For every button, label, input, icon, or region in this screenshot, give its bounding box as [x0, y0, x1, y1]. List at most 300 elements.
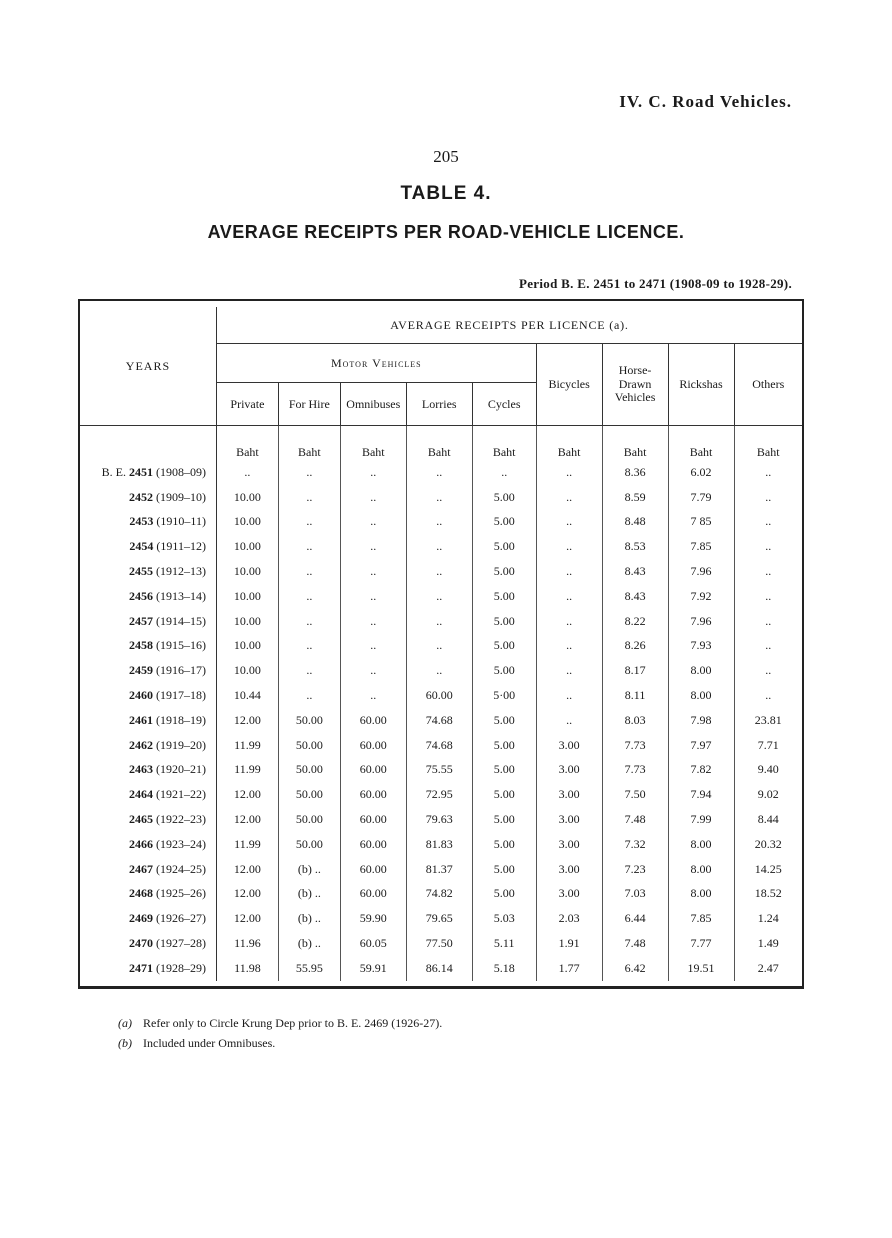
- value-cell: 5.00: [472, 485, 536, 510]
- year-cell: [80, 956, 216, 981]
- value-cell: ..: [340, 510, 406, 535]
- header-for-hire: For Hire: [278, 383, 340, 426]
- value-cell: 8.03: [602, 708, 668, 733]
- year-cell: [80, 460, 216, 485]
- table-row: [80, 782, 802, 807]
- value-cell: 5.00: [472, 634, 536, 659]
- year-ad: (1928–29): [155, 960, 206, 975]
- value-cell: 72.95: [406, 782, 472, 807]
- year-cell: [80, 634, 216, 659]
- value-cell: ..: [536, 658, 602, 683]
- table-row: [80, 758, 802, 783]
- value-cell: 3.00: [536, 807, 602, 832]
- year-ad: (1911–12): [156, 539, 206, 554]
- value-cell: 5.00: [472, 708, 536, 733]
- value-cell: ..: [765, 613, 772, 628]
- value-cell: 7.85: [668, 906, 734, 931]
- value-cell: 8.43: [602, 584, 668, 609]
- year-ad: (1914–15): [155, 613, 206, 628]
- value-cell: ..: [765, 688, 772, 703]
- value-cell: 8.00: [668, 683, 734, 708]
- value-cell: 12.00: [216, 882, 278, 907]
- value-cell: ..: [536, 584, 602, 609]
- value-cell: 12.00: [216, 906, 278, 931]
- value-cell: 8.53: [602, 534, 668, 559]
- value-cell: ..: [340, 485, 406, 510]
- year-ad: (1909–10): [155, 489, 206, 504]
- header-horse-line-1: Horse-: [618, 362, 652, 377]
- value-cell: ..: [765, 663, 772, 678]
- value-cell: 12.00: [216, 857, 278, 882]
- footnote-b: [118, 1033, 442, 1053]
- unit-cell: Baht: [472, 426, 536, 461]
- value-cell: ..: [278, 460, 340, 485]
- table-row: [80, 683, 802, 708]
- value-cell: 7.23: [602, 857, 668, 882]
- footnote-mark: (a): [118, 1016, 132, 1030]
- value-cell: 7.98: [668, 708, 734, 733]
- value-cell: 10.00: [216, 485, 278, 510]
- value-cell: 50.00: [278, 832, 340, 857]
- value-cell: (b) ..: [278, 882, 340, 907]
- year-ad: (1924–25): [155, 861, 206, 876]
- value-cell: (b) ..: [278, 931, 340, 956]
- table-body: [80, 426, 802, 981]
- year-be: 2471: [128, 960, 153, 975]
- year-cell: [80, 782, 216, 807]
- footnote-text: Refer only to Circle Krung Dep prior to B. E. 2469 (1926-27).: [143, 1016, 443, 1030]
- value-cell: 60.00: [340, 832, 406, 857]
- receipts-table: [80, 307, 802, 981]
- value-cell: 2.03: [536, 906, 602, 931]
- value-cell: 7.48: [602, 931, 668, 956]
- value-cell: ..: [340, 460, 406, 485]
- value-cell: 81.37: [406, 857, 472, 882]
- value-cell: ..: [536, 460, 602, 485]
- value-cell: ..: [765, 539, 772, 554]
- value-cell: ..: [406, 485, 472, 510]
- value-cell: 60.00: [340, 708, 406, 733]
- value-cell: ..: [340, 559, 406, 584]
- value-cell: 7.73: [602, 733, 668, 758]
- value-cell: ..: [765, 564, 772, 579]
- year-cell: [80, 882, 216, 907]
- value-cell: 23.81: [754, 712, 782, 727]
- value-cell: 7.94: [668, 782, 734, 807]
- value-cell: 60.00: [340, 782, 406, 807]
- header-motor-vehicles: Motor Vehicles: [216, 344, 536, 383]
- value-cell: 55.95: [278, 956, 340, 981]
- year-be: 2468: [128, 886, 153, 901]
- value-cell: 7.96: [668, 609, 734, 634]
- value-cell: ..: [536, 485, 602, 510]
- value-cell: ..: [536, 559, 602, 584]
- units-row-blank: [80, 426, 216, 461]
- value-cell: 7.48: [602, 807, 668, 832]
- value-cell: 6.02: [668, 460, 734, 485]
- value-cell: ..: [406, 460, 472, 485]
- value-cell: 7 85: [668, 510, 734, 535]
- value-cell: 8.48: [602, 510, 668, 535]
- value-cell: 7.99: [668, 807, 734, 832]
- footnote-text: Included under Omnibuses.: [143, 1036, 276, 1050]
- value-cell: 8.17: [602, 658, 668, 683]
- year-cell: [80, 534, 216, 559]
- table-row: [80, 460, 802, 485]
- value-cell: 11.96: [216, 931, 278, 956]
- value-cell: 11.99: [216, 733, 278, 758]
- value-cell: ..: [406, 559, 472, 584]
- value-cell: 8.26: [602, 634, 668, 659]
- value-cell: 9.02: [757, 787, 779, 802]
- value-cell: ..: [340, 658, 406, 683]
- value-cell: 60.00: [340, 882, 406, 907]
- header-cycles: Cycles: [472, 383, 536, 426]
- year-ad: (1920–21): [155, 762, 206, 777]
- year-cell: [80, 807, 216, 832]
- year-be: 2451: [128, 464, 153, 479]
- value-cell: 3.00: [536, 832, 602, 857]
- value-cell: ..: [765, 514, 772, 529]
- value-cell: 50.00: [278, 708, 340, 733]
- year-prefix: B. E.: [101, 464, 129, 479]
- year-ad: (1919–20): [155, 737, 206, 752]
- value-cell: (b) ..: [278, 857, 340, 882]
- table-row: [80, 906, 802, 931]
- value-cell: 11.98: [216, 956, 278, 981]
- value-cell: ..: [406, 584, 472, 609]
- year-be: 2458: [128, 638, 153, 653]
- value-cell: 60.00: [340, 733, 406, 758]
- value-cell: ..: [536, 708, 602, 733]
- value-cell: ..: [278, 485, 340, 510]
- value-cell: 5.11: [472, 931, 536, 956]
- year-ad: (1926–27): [155, 911, 206, 926]
- value-cell: ..: [340, 683, 406, 708]
- value-cell: ..: [536, 683, 602, 708]
- value-cell: ..: [765, 464, 772, 479]
- value-cell: 5.00: [472, 857, 536, 882]
- header-horse-line-2: Drawn: [618, 376, 652, 391]
- year-ad: (1912–13): [155, 564, 206, 579]
- year-ad: (1927–28): [155, 936, 206, 951]
- value-cell: ..: [340, 609, 406, 634]
- value-cell: ..: [216, 460, 278, 485]
- table-row: [80, 584, 802, 609]
- year-ad: (1908–09): [155, 464, 206, 479]
- table-row: [80, 609, 802, 634]
- year-be: 2462: [128, 737, 153, 752]
- value-cell: 50.00: [278, 758, 340, 783]
- year-cell: [80, 683, 216, 708]
- year-be: 2456: [128, 588, 153, 603]
- value-cell: 8.00: [668, 882, 734, 907]
- value-cell: ..: [278, 510, 340, 535]
- value-cell: ..: [536, 510, 602, 535]
- value-cell: ..: [278, 559, 340, 584]
- header-omnibuses: Omnibuses: [340, 383, 406, 426]
- table-row: [80, 931, 802, 956]
- value-cell: ..: [406, 510, 472, 535]
- value-cell: 11.99: [216, 832, 278, 857]
- value-cell: 10.00: [216, 510, 278, 535]
- value-cell: 8.11: [602, 683, 668, 708]
- header-lorries: Lorries: [406, 383, 472, 426]
- year-be: 2467: [128, 861, 153, 876]
- value-cell: 8.59: [602, 485, 668, 510]
- value-cell: 18.52: [754, 886, 782, 901]
- value-cell: 5.00: [472, 758, 536, 783]
- value-cell: 7.73: [602, 758, 668, 783]
- section-header: IV. C. Road Vehicles.: [619, 92, 792, 111]
- value-cell: 1.77: [536, 956, 602, 981]
- period-label: Period B. E. 2451 to 2471 (1908-09 to 1928-29).: [519, 276, 792, 291]
- value-cell: ..: [278, 658, 340, 683]
- year-cell: [80, 609, 216, 634]
- value-cell: 3.00: [536, 882, 602, 907]
- year-ad: (1921–22): [155, 787, 206, 802]
- value-cell: 7.97: [668, 733, 734, 758]
- unit-cell: Baht: [340, 426, 406, 461]
- year-cell: [80, 758, 216, 783]
- value-cell: 60.00: [340, 857, 406, 882]
- value-cell: 12.00: [216, 807, 278, 832]
- value-cell: 74.68: [406, 708, 472, 733]
- value-cell: 3.00: [536, 733, 602, 758]
- value-cell: 11.99: [216, 758, 278, 783]
- year-ad: (1918–19): [155, 712, 206, 727]
- year-be: 2452: [128, 489, 153, 504]
- value-cell: 8.22: [602, 609, 668, 634]
- value-cell: 1.91: [536, 931, 602, 956]
- year-be: 2464: [128, 787, 153, 802]
- year-ad: (1917–18): [155, 688, 206, 703]
- value-cell: ..: [765, 489, 772, 504]
- value-cell: 2.47: [757, 960, 779, 975]
- year-ad: (1925–26): [155, 886, 206, 901]
- value-cell: 59.91: [340, 956, 406, 981]
- table-row: [80, 733, 802, 758]
- table-row: [80, 510, 802, 535]
- value-cell: 5.00: [472, 534, 536, 559]
- year-cell: [80, 857, 216, 882]
- value-cell: 7.92: [668, 584, 734, 609]
- year-be: 2459: [128, 663, 153, 678]
- year-be: 2466: [128, 836, 153, 851]
- year-be: 2454: [129, 539, 154, 554]
- value-cell: 7.03: [602, 882, 668, 907]
- value-cell: 10.00: [216, 658, 278, 683]
- year-cell: [80, 559, 216, 584]
- year-ad: (1923–24): [155, 836, 206, 851]
- table-row: [80, 857, 802, 882]
- value-cell: ..: [536, 609, 602, 634]
- table-title: TABLE 4.: [400, 183, 492, 204]
- value-cell: 60.00: [340, 758, 406, 783]
- year-cell: [80, 931, 216, 956]
- footnote-mark: (b): [118, 1036, 132, 1050]
- value-cell: ..: [340, 534, 406, 559]
- value-cell: ..: [406, 609, 472, 634]
- value-cell: 12.00: [216, 708, 278, 733]
- value-cell: ..: [278, 584, 340, 609]
- table-row: [80, 708, 802, 733]
- value-cell: 74.68: [406, 733, 472, 758]
- unit-cell: Baht: [278, 426, 340, 461]
- value-cell: ..: [406, 534, 472, 559]
- value-cell: ..: [340, 584, 406, 609]
- year-be: 2465: [128, 812, 153, 827]
- value-cell: 5.00: [472, 882, 536, 907]
- value-cell: 10.00: [216, 534, 278, 559]
- value-cell: 5.00: [472, 510, 536, 535]
- table-row: [80, 807, 802, 832]
- value-cell: 7.50: [602, 782, 668, 807]
- value-cell: 8.00: [668, 857, 734, 882]
- value-cell: ..: [536, 634, 602, 659]
- value-cell: ..: [340, 634, 406, 659]
- table-row: [80, 882, 802, 907]
- value-cell: 8.43: [602, 559, 668, 584]
- footnotes: [118, 1013, 442, 1053]
- value-cell: 5.03: [472, 906, 536, 931]
- unit-cell: Baht: [536, 426, 602, 461]
- table-row: [80, 559, 802, 584]
- value-cell: 8.44: [757, 812, 779, 827]
- value-cell: 19.51: [668, 956, 734, 981]
- value-cell: ..: [278, 683, 340, 708]
- value-cell: 7.82: [668, 758, 734, 783]
- value-cell: 3.00: [536, 782, 602, 807]
- value-cell: 50.00: [278, 807, 340, 832]
- value-cell: 3.00: [536, 857, 602, 882]
- value-cell: 77.50: [406, 931, 472, 956]
- year-cell: [80, 584, 216, 609]
- table-subtitle: AVERAGE RECEIPTS PER ROAD-VEHICLE LICENCE.: [207, 222, 685, 242]
- page-number: 205: [433, 147, 459, 166]
- year-ad: (1915–16): [155, 638, 206, 653]
- year-cell: [80, 510, 216, 535]
- value-cell: 10.44: [216, 683, 278, 708]
- value-cell: 7.32: [602, 832, 668, 857]
- value-cell: 60.05: [340, 931, 406, 956]
- value-cell: 8.00: [668, 658, 734, 683]
- value-cell: ..: [765, 588, 772, 603]
- year-be: 2463: [128, 762, 153, 777]
- value-cell: 14.25: [754, 861, 782, 876]
- year-cell: [80, 832, 216, 857]
- value-cell: 5.00: [472, 584, 536, 609]
- year-ad: (1913–14): [155, 588, 206, 603]
- value-cell: ..: [472, 460, 536, 485]
- year-be: 2455: [128, 564, 153, 579]
- header-years: YEARS: [80, 307, 216, 426]
- table-row: [80, 956, 802, 981]
- header-others: Others: [734, 344, 802, 426]
- table-row: [80, 634, 802, 659]
- value-cell: 12.00: [216, 782, 278, 807]
- value-cell: ..: [278, 634, 340, 659]
- value-cell: ..: [765, 638, 772, 653]
- table-row: [80, 832, 802, 857]
- value-cell: 81.83: [406, 832, 472, 857]
- value-cell: ..: [278, 534, 340, 559]
- value-cell: 7.96: [668, 559, 734, 584]
- footnote-a: [118, 1013, 442, 1033]
- value-cell: 5.00: [472, 609, 536, 634]
- year-cell: [80, 708, 216, 733]
- value-cell: 10.00: [216, 584, 278, 609]
- unit-cell: Baht: [756, 445, 780, 459]
- header-horse-drawn: [602, 344, 668, 426]
- unit-cell: Baht: [668, 426, 734, 461]
- value-cell: 60.00: [340, 807, 406, 832]
- table-row: [80, 658, 802, 683]
- value-cell: 7.71: [757, 737, 779, 752]
- header-rickshas: Rickshas: [668, 344, 734, 426]
- year-cell: [80, 733, 216, 758]
- value-cell: 10.00: [216, 559, 278, 584]
- value-cell: 6.44: [602, 906, 668, 931]
- value-cell: 5.00: [472, 807, 536, 832]
- year-ad: (1922–23): [155, 812, 206, 827]
- year-be: 2457: [128, 613, 153, 628]
- unit-cell: Baht: [216, 426, 278, 461]
- value-cell: 7.93: [668, 634, 734, 659]
- value-cell: ..: [406, 634, 472, 659]
- value-cell: 7.77: [668, 931, 734, 956]
- value-cell: 59.90: [340, 906, 406, 931]
- value-cell: ..: [536, 534, 602, 559]
- year-be: 2453: [129, 514, 154, 529]
- value-cell: 86.14: [406, 956, 472, 981]
- table-row: [80, 485, 802, 510]
- value-cell: 3.00: [536, 758, 602, 783]
- value-cell: 50.00: [278, 733, 340, 758]
- value-cell: ..: [278, 609, 340, 634]
- year-be: 2470: [128, 936, 153, 951]
- unit-cell: Baht: [406, 426, 472, 461]
- value-cell: 5.00: [472, 782, 536, 807]
- value-cell: 10.00: [216, 609, 278, 634]
- value-cell: 5·00: [472, 683, 536, 708]
- value-cell: 20.32: [754, 836, 782, 851]
- value-cell: 5.18: [472, 956, 536, 981]
- year-ad: (1916–17): [155, 663, 206, 678]
- year-ad: (1910–11): [156, 514, 206, 529]
- value-cell: (b) ..: [278, 906, 340, 931]
- value-cell: 6.42: [602, 956, 668, 981]
- value-cell: 74.82: [406, 882, 472, 907]
- header-bicycles: Bicycles: [536, 344, 602, 426]
- value-cell: 8.36: [602, 460, 668, 485]
- value-cell: 79.65: [406, 906, 472, 931]
- value-cell: 8.00: [668, 832, 734, 857]
- year-be: 2461: [128, 712, 153, 727]
- value-cell: 10.00: [216, 634, 278, 659]
- units-row: [80, 426, 802, 461]
- value-cell: 60.00: [406, 683, 472, 708]
- unit-cell: Baht: [602, 426, 668, 461]
- value-cell: 5.00: [472, 559, 536, 584]
- year-cell: [80, 658, 216, 683]
- header-horse-line-3: Vehicles: [614, 390, 656, 405]
- value-cell: 1.49: [757, 936, 779, 951]
- value-cell: 5.00: [472, 832, 536, 857]
- value-cell: 75.55: [406, 758, 472, 783]
- value-cell: 5.00: [472, 733, 536, 758]
- year-cell: [80, 906, 216, 931]
